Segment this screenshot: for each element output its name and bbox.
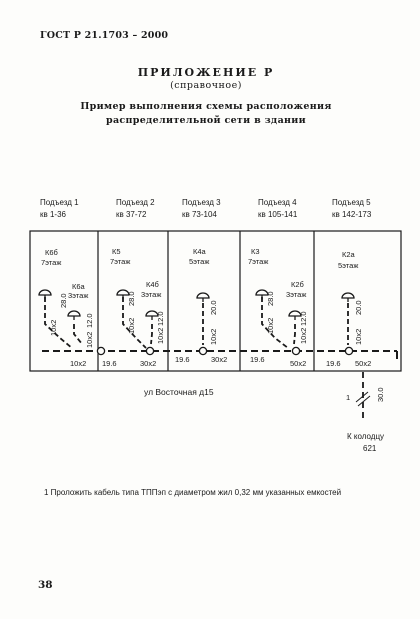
box-id-k3: К3: [251, 247, 260, 256]
box-id-k2b: К2б: [291, 280, 304, 289]
branch-cable-k6a: 10x2: [85, 331, 94, 348]
entrance-4-apts: кв 105-141: [258, 210, 298, 219]
page-number: 38: [38, 579, 53, 591]
box-floor-k6b: 7этаж: [41, 258, 62, 267]
branch-length-k2b: 12.0: [299, 311, 308, 326]
entrance-1-apts: кв 1-36: [40, 210, 66, 219]
trunk-length-5: 19.6: [326, 359, 341, 368]
box-id-k4a: К4а: [193, 247, 206, 256]
trunk-length-4: 19.6: [250, 355, 265, 364]
trunk-cable-4: 50x2: [290, 359, 307, 368]
branch-k2b: [294, 324, 295, 344]
street-address: ул Восточная д15: [144, 387, 214, 397]
branch-cable-k3: 10x2: [266, 317, 275, 334]
entrance-1-name: Подъезд 1: [40, 198, 79, 207]
distribution-box-icon: [197, 293, 209, 302]
heading-line-2: распределительной сети в здании: [106, 115, 306, 126]
entrance-2-apts: кв 37-72: [116, 210, 147, 219]
trunk-cable-3: 30x2: [211, 355, 228, 364]
well-number: 621: [363, 444, 377, 453]
box-floor-k2a: 5этаж: [338, 261, 359, 270]
box-floor-k5: 7этаж: [110, 257, 131, 266]
entrance-3-apts: кв 73-104: [182, 210, 217, 219]
appendix-subtitle: (справочное): [170, 80, 242, 91]
entrance-3-name: Подъезд 3: [182, 198, 221, 207]
branch-length-k2a: 20.0: [354, 300, 363, 315]
branch-length-k5: 28.0: [127, 291, 136, 306]
trunk-cable-5: 50x2: [355, 359, 372, 368]
box-id-k6b: К6б: [45, 248, 58, 257]
footnote: 1 Проложить кабель типа ТППэп с диаметром жил 0,32 мм указанных емкостей: [44, 488, 342, 497]
junction-2: [146, 347, 153, 354]
well-label: К колодцу: [347, 432, 385, 441]
box-floor-k4a: 5этаж: [189, 257, 210, 266]
trunk-length-3: 19.6: [175, 355, 190, 364]
riser-length: 30.0: [376, 387, 385, 402]
trunk-cable-2: 30x2: [140, 359, 157, 368]
branch-length-k6a: 12.0: [85, 313, 94, 328]
entrance-4-name: Подъезд 4: [258, 198, 297, 207]
distribution-box-icon: [342, 293, 354, 302]
branch-cable-k4a: 10x2: [209, 328, 218, 345]
branch-cable-k4b: 10x2: [156, 327, 165, 344]
standard-header: ГОСТ Р 21.1703 – 2000: [40, 30, 169, 41]
box-floor-k2b: 3этаж: [286, 290, 307, 299]
entrance-5-apts: кв 142-173: [332, 210, 372, 219]
distribution-box-icon: [68, 311, 80, 320]
trunk-length-2: 19.6: [102, 359, 117, 368]
box-floor-k6a: 3этаж: [68, 291, 89, 300]
branch-k6a: [74, 324, 82, 344]
junction-1: [97, 347, 104, 354]
entrance-2-name: Подъезд 2: [116, 198, 155, 207]
box-floor-k3: 7этаж: [248, 257, 269, 266]
junction-5: [345, 347, 352, 354]
box-floor-k4b: 3этаж: [141, 290, 162, 299]
riser-slash-2: [358, 396, 370, 406]
entrance-5-name: Подъезд 5: [332, 198, 371, 207]
branch-k4b: [151, 324, 152, 344]
riser-mark: 1: [346, 393, 351, 402]
branch-cable-k6b: 10x2: [49, 319, 58, 336]
box-id-k5: К5: [112, 247, 121, 256]
branch-length-k3: 28.0: [266, 291, 275, 306]
box-id-k6a: К6а: [72, 282, 85, 291]
heading-line-1: Пример выполнения схемы расположения: [80, 101, 332, 112]
junction-3: [199, 347, 206, 354]
branch-length-k4a: 20.0: [209, 300, 218, 315]
junction-4: [292, 347, 299, 354]
trunk-cable-1: 10x2: [70, 359, 87, 368]
branch-cable-k2a: 10x2: [354, 328, 363, 345]
distribution-box-icon: [39, 290, 51, 299]
box-id-k2a: К2а: [342, 250, 355, 259]
branch-cable-k2b: 10x2: [299, 327, 308, 344]
branch-length-k4b: 12.0: [156, 311, 165, 326]
branch-length-k6b: 28.0: [59, 293, 68, 308]
branch-cable-k5: 10x2: [127, 317, 136, 334]
riser-slash-1: [356, 392, 368, 402]
appendix-title: ПРИЛОЖЕНИЕ Р: [137, 66, 275, 79]
box-id-k4b: К4б: [146, 280, 159, 289]
